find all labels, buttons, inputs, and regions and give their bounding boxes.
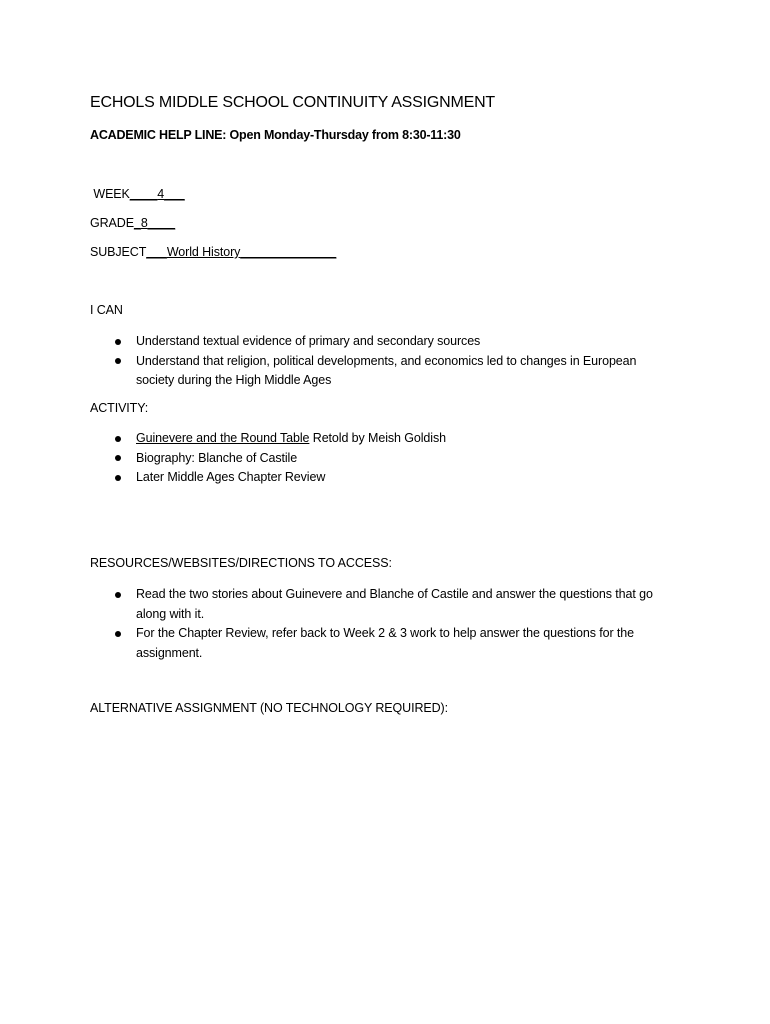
list-item: Read the two stories about Guinevere and Blanche of Castile and answer the questions that go along with it.: [113, 585, 673, 624]
grade-field: [90, 216, 175, 230]
subject-value: ___World History______________: [146, 245, 337, 259]
list-item: Understand textual evidence of primary and secondary sources: [113, 332, 673, 352]
list-item: Guinevere and the Round Table Retold by Meish Goldish: [113, 429, 673, 449]
week-field: [90, 187, 185, 201]
list-item: Understand that religion, political developments, and economics led to changes in European society during the High Middle Ages: [113, 352, 673, 391]
story-title: Guinevere and the Round Table: [136, 431, 310, 445]
alternative-heading: ALTERNATIVE ASSIGNMENT (NO TECHNOLOGY REQUIRED):: [90, 701, 448, 715]
list-item: For the Chapter Review, refer back to Week 2 & 3 work to help answer the questions for the assignment.: [113, 624, 673, 663]
document-title: ECHOLS MIDDLE SCHOOL CONTINUITY ASSIGNMENT: [90, 94, 495, 111]
bullet-icon: [115, 631, 121, 637]
week-value: ____4___: [129, 187, 185, 201]
bullet-icon: [115, 475, 121, 481]
resources-list: [113, 585, 673, 663]
list-item: Later Middle Ages Chapter Review: [113, 468, 673, 488]
i-can-heading: I CAN: [90, 303, 123, 317]
resources-heading: RESOURCES/WEBSITES/DIRECTIONS TO ACCESS:: [90, 556, 392, 570]
bullet-icon: [115, 436, 121, 442]
activity-list: [113, 429, 673, 488]
list-item: Biography: Blanche of Castile: [113, 449, 673, 469]
bullet-icon: [115, 339, 121, 345]
subject-label: SUBJECT: [90, 245, 147, 259]
bullet-icon: [115, 592, 121, 598]
bullet-icon: [115, 358, 121, 364]
help-line: ACADEMIC HELP LINE: Open Monday-Thursday from 8:30-11:30: [90, 128, 461, 142]
bullet-icon: [115, 455, 121, 461]
subject-field: [90, 245, 336, 259]
week-label: WEEK: [93, 187, 130, 201]
grade-label: GRADE: [90, 216, 134, 230]
activity-heading: ACTIVITY:: [90, 401, 149, 415]
grade-value: _8____: [133, 216, 176, 230]
i-can-list: [113, 332, 673, 391]
